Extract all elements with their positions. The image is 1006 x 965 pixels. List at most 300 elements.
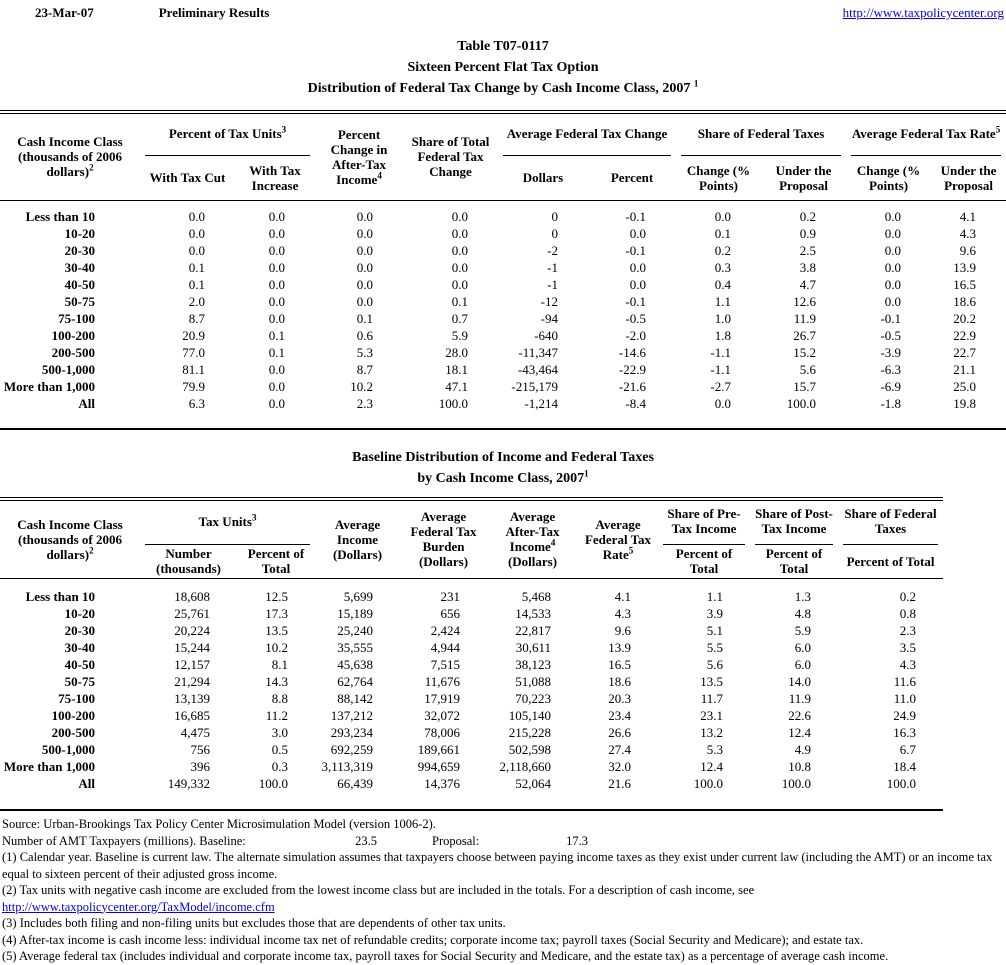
column-header-cash-income-class: Cash Income Class (thousands of 2006 dollars)$^2$ <box>0 112 140 200</box>
cell-value: 70,223 <box>515 691 552 706</box>
table-subtitle: Distribution of Federal Tax Change by Cash Income Class, 2007 $^1$ <box>307 78 699 96</box>
cell-value: 0.0 <box>451 208 469 224</box>
column-header-average-income: Average Income (Dollars) <box>315 499 400 579</box>
table-row <box>0 242 1006 259</box>
cell-value: 0.3 <box>271 759 289 774</box>
cell-value: 0.0 <box>714 208 732 224</box>
cell-value: 215,228 <box>508 725 552 740</box>
cell-value: 0.0 <box>356 225 374 241</box>
cell-value: 11.7 <box>700 691 724 706</box>
cell-value: 0.0 <box>884 242 902 258</box>
cell-value: -2 <box>547 242 559 258</box>
row-label: More than 1,000 <box>3 378 95 394</box>
cell-value: 0.0 <box>268 378 286 394</box>
cell-value: 25,761 <box>174 606 210 621</box>
cell-value: 293,234 <box>330 725 374 740</box>
cell-value: 0.1 <box>714 225 732 241</box>
cell-value: 0.6 <box>356 327 374 343</box>
cell-value: -94 <box>540 310 559 326</box>
cell-value: 5.1 <box>706 623 724 638</box>
cell-value: -0.5 <box>625 310 647 326</box>
cell-value: 100.0 <box>781 776 812 791</box>
table-row <box>0 344 1006 361</box>
cell-value: 0.1 <box>451 293 469 309</box>
footnote-3: (3) Includes both filing and non-filing units but excludes those that are dependents of other tax units. <box>2 916 506 930</box>
cell-value: 105,140 <box>508 708 552 723</box>
cell-value: 5.9 <box>451 327 469 343</box>
cell-value: 15,189 <box>337 606 374 621</box>
cell-value: 77.0 <box>182 344 205 360</box>
column-header-under-the-proposal: Under the Proposal <box>931 156 1006 200</box>
cell-value: 100.0 <box>886 776 917 791</box>
column-header-with-tax-cut: With Tax Cut <box>140 156 235 200</box>
cell-value: 0.0 <box>884 293 902 309</box>
row-label: 50-75 <box>64 674 95 689</box>
table-row <box>0 276 1006 293</box>
cell-value: 20.9 <box>182 327 205 343</box>
cell-value: 2,118,660 <box>499 759 552 774</box>
column-header-cash-income-class: Cash Income Class (thousands of 2006 dollars)$^2$ <box>0 499 140 579</box>
table-row <box>0 579 943 606</box>
cell-value: 17.3 <box>265 606 289 621</box>
cell-value: -8.4 <box>625 395 647 411</box>
group-header-share-of-federal-taxes: Share of Federal Taxes <box>838 499 943 545</box>
cell-value: 15.7 <box>793 378 817 394</box>
cell-value: 2.3 <box>356 395 374 411</box>
cell-value: 0.0 <box>451 276 469 292</box>
baseline-distribution-table <box>0 497 943 812</box>
cell-value: 0.0 <box>356 208 374 224</box>
cell-value: 0.7 <box>451 310 469 326</box>
cell-value: 6.7 <box>899 742 917 757</box>
table-row <box>0 724 943 741</box>
cell-value: 18.6 <box>953 293 977 309</box>
cell-value: 1.1 <box>706 589 724 604</box>
cell-value: 22.7 <box>953 344 977 360</box>
cell-value: 88,142 <box>337 691 374 706</box>
column-header-percent-change-after-tax-income: Percent Change in After-Tax Income$^4$ <box>315 112 403 200</box>
cell-value: 0.0 <box>884 225 902 241</box>
cell-value: 0.9 <box>799 225 817 241</box>
column-header-with-tax-increase: With Tax Increase <box>235 156 315 200</box>
cell-value: 137,212 <box>330 708 374 723</box>
table-row <box>0 741 943 758</box>
cell-value: -640 <box>534 327 559 343</box>
cell-value: 2.5 <box>799 242 817 258</box>
column-header-percent: Percent <box>588 156 676 200</box>
table-row <box>0 707 943 724</box>
cell-value: 11,676 <box>424 674 461 689</box>
row-label: 200-500 <box>51 725 95 740</box>
cell-value: 994,659 <box>417 759 461 774</box>
cell-value: 21.1 <box>953 361 977 377</box>
cell-value: 2.3 <box>899 623 917 638</box>
cell-value: 0.0 <box>268 395 286 411</box>
cell-value: 11.0 <box>893 691 917 706</box>
cell-value: 0.0 <box>268 259 286 275</box>
table-row <box>0 673 943 690</box>
cell-value: 32,072 <box>424 708 461 723</box>
table-row <box>0 361 1006 378</box>
row-label: 50-75 <box>64 293 95 309</box>
cell-value: 12.4 <box>700 759 724 774</box>
column-header-percent-of-total: Percent of Total <box>838 545 943 579</box>
cell-value: 6.0 <box>794 640 812 655</box>
cell-value: 692,259 <box>330 742 374 757</box>
cell-value: -215,179 <box>511 378 559 394</box>
cell-value: 100.0 <box>786 395 817 411</box>
cell-value: 10.2 <box>265 640 289 655</box>
cell-value: 396 <box>190 759 210 774</box>
row-label: 20-30 <box>64 242 95 258</box>
cell-value: 10.8 <box>788 759 812 774</box>
cell-value: 0.0 <box>188 208 205 224</box>
cell-value: -0.1 <box>880 310 902 326</box>
cell-value: 5.3 <box>356 344 374 360</box>
cell-value: 5.9 <box>794 623 812 638</box>
cell-value: 0.0 <box>629 225 647 241</box>
cell-value: 13.5 <box>700 674 724 689</box>
cell-value: 3,113,319 <box>321 759 374 774</box>
cell-value: 21,294 <box>174 674 210 689</box>
row-label: 100-200 <box>51 708 95 723</box>
cell-value: 66,439 <box>337 776 374 791</box>
cell-value: 0.0 <box>356 293 374 309</box>
footnotes-section <box>0 816 1006 965</box>
cell-value: 14.3 <box>265 674 289 689</box>
cell-value: 0.0 <box>884 276 902 292</box>
cell-value: 14,533 <box>515 606 552 621</box>
cell-value: 8.7 <box>188 310 205 326</box>
cell-value: 19.8 <box>953 395 977 411</box>
cell-value: -1.8 <box>880 395 902 411</box>
cell-value: 12,157 <box>174 657 210 672</box>
cell-value: 0.0 <box>356 259 374 275</box>
group-header-average-federal-tax-change: Average Federal Tax Change <box>498 112 676 156</box>
cell-value: 4.1 <box>959 208 977 224</box>
cell-value: 0.0 <box>884 208 902 224</box>
table-row <box>0 293 1006 310</box>
cell-value: -1.1 <box>710 361 732 377</box>
cell-value: 0.1 <box>268 344 286 360</box>
cell-value: 13.9 <box>953 259 977 275</box>
row-label: More than 1,000 <box>3 759 95 774</box>
cell-value: 0.0 <box>629 276 647 292</box>
cell-value: 0.0 <box>188 225 205 241</box>
cell-value: -14.6 <box>618 344 647 360</box>
cell-value: 5.6 <box>706 657 724 672</box>
cell-value: 2,424 <box>430 623 461 638</box>
column-header-number-thousands: Number (thousands) <box>140 545 237 579</box>
cell-value: 20.2 <box>953 310 977 326</box>
cell-value: 0.0 <box>884 259 902 275</box>
row-label: 500-1,000 <box>41 742 95 757</box>
footnote-ref-1: 1 <box>693 78 699 89</box>
cell-value: 81.1 <box>182 361 205 377</box>
cell-value: 149,332 <box>167 776 210 791</box>
cell-value: 13.9 <box>608 640 632 655</box>
footnote-ref-1: 1 <box>584 467 589 478</box>
cell-value: -1 <box>547 259 559 275</box>
cell-value: 0.0 <box>451 259 469 275</box>
cell-value: 27.4 <box>608 742 632 757</box>
row-label: 40-50 <box>64 276 95 292</box>
table-row <box>0 690 943 707</box>
cell-value: 4.9 <box>794 742 812 757</box>
cell-value: 6.3 <box>188 395 205 411</box>
taxpolicycenter-link[interactable]: http://www.taxpolicycenter.org <box>842 5 1004 20</box>
group-header-average-federal-tax-rate: Average Federal Tax Rate$^5$ <box>846 112 1006 156</box>
cell-value: 4,944 <box>430 640 461 655</box>
cell-value: 18.1 <box>445 361 469 377</box>
cell-value: 0 <box>551 225 559 241</box>
cell-value: 0.0 <box>268 225 286 241</box>
cell-value: 3.0 <box>271 725 289 740</box>
row-label: 75-100 <box>58 691 95 706</box>
footnote-5: (5) Average federal tax (includes individual and corporate income tax, payroll taxes for Social Security and Medicare, and the estate tax) as a percentage of average cash income. <box>2 949 889 963</box>
cell-value: -3.9 <box>880 344 902 360</box>
row-label: All <box>78 395 95 411</box>
cell-value: 11.9 <box>793 310 817 326</box>
row-label: 40-50 <box>64 657 95 672</box>
cell-value: 231 <box>440 589 461 604</box>
cell-value: 0.0 <box>268 310 286 326</box>
cell-value: -2.0 <box>625 327 647 343</box>
cell-value: 11.6 <box>893 674 917 689</box>
row-label: Less than 10 <box>25 208 95 224</box>
cell-value: 38,123 <box>515 657 552 672</box>
cell-value: 78,006 <box>424 725 461 740</box>
table-row <box>0 225 1006 242</box>
cell-value: 1.8 <box>714 327 732 343</box>
cell-value: 0.0 <box>451 225 469 241</box>
table-row <box>0 395 1006 429</box>
cell-value: 47.1 <box>445 378 469 394</box>
cell-value: 0.0 <box>268 208 286 224</box>
status-label: Preliminary Results <box>158 5 270 20</box>
row-label: All <box>78 776 95 791</box>
cell-value: 23.1 <box>700 708 724 723</box>
cell-value: 3.8 <box>799 259 817 275</box>
cell-value: -12 <box>540 293 559 309</box>
table-row <box>0 758 943 775</box>
cell-value: 2.0 <box>188 293 205 309</box>
cell-value: 0.0 <box>268 361 286 377</box>
cell-value: 25.0 <box>953 378 977 394</box>
row-label: 200-500 <box>51 344 95 360</box>
cell-value: 4.1 <box>614 589 632 604</box>
cell-value: 45,638 <box>337 657 374 672</box>
cell-value: 1.3 <box>794 589 812 604</box>
cell-value: -43,464 <box>517 361 559 377</box>
cell-value: 35,555 <box>337 640 374 655</box>
cell-value: 20.3 <box>608 691 632 706</box>
cell-value: 5.3 <box>706 742 724 757</box>
cell-value: 0.2 <box>714 242 732 258</box>
amt-proposal-value: 17.3 <box>566 833 588 848</box>
cell-value: 4.3 <box>899 657 917 672</box>
cell-value: 0.0 <box>268 276 286 292</box>
cell-value: 4.7 <box>799 276 817 292</box>
column-header-share-of-total-federal-tax-change: Share of Total Federal Tax Change <box>403 112 498 200</box>
table-row <box>0 310 1006 327</box>
cell-value: 62,764 <box>337 674 374 689</box>
amt-taxpayers-row <box>2 833 1006 850</box>
group-header-tax-units: Tax Units$^3$ <box>140 499 315 545</box>
column-header-percent-of-total: Percent of Total <box>658 545 750 579</box>
column-header-percent-of-total: Percent of Total <box>237 545 315 579</box>
cell-value: 5.6 <box>799 361 817 377</box>
cell-value: 23.4 <box>608 708 632 723</box>
cell-value: 28.0 <box>445 344 469 360</box>
cell-value: 0.1 <box>356 310 374 326</box>
row-label: 500-1,000 <box>41 361 95 377</box>
cell-value: 12.6 <box>793 293 817 309</box>
table-option-title: Sixteen Percent Flat Tax Option <box>407 60 599 75</box>
cell-value: 0.2 <box>799 208 817 224</box>
column-header-percent-of-total: Percent of Total <box>750 545 838 579</box>
cell-value: 16.5 <box>608 657 632 672</box>
cell-value: 18.6 <box>608 674 632 689</box>
cell-value: 1.0 <box>714 310 732 326</box>
cell-value: 0 <box>551 208 559 224</box>
row-label: 10-20 <box>64 225 95 241</box>
cell-value: 24.9 <box>893 708 917 723</box>
cell-value: 25,240 <box>337 623 374 638</box>
cell-value: 16,685 <box>174 708 210 723</box>
tax-change-table <box>0 110 1006 430</box>
cell-value: 22.9 <box>953 327 977 343</box>
cell-value: 0.0 <box>356 242 374 258</box>
cell-value: 16.3 <box>893 725 917 740</box>
table-row <box>0 200 1006 225</box>
tax-change-table-body <box>0 200 1006 429</box>
cell-value: 21.6 <box>608 776 632 791</box>
cell-value: 15.2 <box>793 344 817 360</box>
report-title-block <box>0 36 1006 99</box>
income-definition-link[interactable]: http://www.taxpolicycenter.org/TaxModel/income.cfm <box>2 899 275 914</box>
cell-value: -0.5 <box>880 327 902 343</box>
cell-value: 9.6 <box>959 242 977 258</box>
cell-value: 5.5 <box>706 640 724 655</box>
cell-value: 7,515 <box>430 657 461 672</box>
cell-value: 16.5 <box>953 276 977 292</box>
row-label: 100-200 <box>51 327 95 343</box>
row-label: 75-100 <box>58 310 95 326</box>
amt-baseline-value: 23.5 <box>355 833 377 848</box>
cell-value: 12.5 <box>265 589 289 604</box>
footnote-1: (1) Calendar year. Baseline is current law. The alternate simulation assumes that taxpayers choose between paying income taxes as they exist under current law (including the AMT) or an income tax equal to sixteen percent of their adjusted gross income. <box>2 850 993 881</box>
cell-value: 8.7 <box>356 361 374 377</box>
group-header-share-of-pre-tax-income: Share of Pre-Tax Income <box>658 499 750 545</box>
cell-value: -0.1 <box>625 293 647 309</box>
date-label: 23-Mar-07 <box>35 5 94 20</box>
cell-value: 0.2 <box>899 589 917 604</box>
cell-value: 0.1 <box>188 276 205 292</box>
cell-value: -21.6 <box>618 378 647 394</box>
row-label: 20-30 <box>64 623 95 638</box>
column-header-average-after-tax-income: Average After-Tax Income$^4$ (Dollars) <box>487 499 578 579</box>
column-header-average-federal-tax-rate: Average Federal Tax Rate$^5$ <box>578 499 658 579</box>
cell-value: 20,224 <box>174 623 210 638</box>
cell-value: 0.1 <box>268 327 286 343</box>
row-label: 10-20 <box>64 606 95 621</box>
baseline-table-title: Baseline Distribution of Income and Federal Taxes by Cash Income Class, 2007$^1$ <box>352 449 654 486</box>
cell-value: 189,661 <box>417 742 461 757</box>
cell-value: 12.4 <box>788 725 812 740</box>
cell-value: 26.7 <box>793 327 817 343</box>
amt-proposal-label: Proposal: <box>432 833 480 848</box>
cell-value: 6.0 <box>794 657 812 672</box>
baseline-table-body <box>0 579 943 811</box>
cell-value: 10.2 <box>350 378 374 394</box>
column-header-average-federal-tax-burden: Average Federal Tax Burden (Dollars) <box>400 499 487 579</box>
cell-value: 4,475 <box>180 725 210 740</box>
cell-value: 22,817 <box>515 623 552 638</box>
cell-value: 0.8 <box>899 606 917 621</box>
cell-value: 0.0 <box>188 242 205 258</box>
cell-value: -0.1 <box>625 242 647 258</box>
cell-value: 0.0 <box>714 395 732 411</box>
cell-value: 13.5 <box>265 623 289 638</box>
row-label: Less than 10 <box>25 589 95 604</box>
cell-value: -2.7 <box>710 378 732 394</box>
table-row <box>0 639 943 656</box>
cell-value: 22.6 <box>788 708 812 723</box>
table-number-title: Table T07-0117 <box>457 39 549 54</box>
cell-value: 13.2 <box>700 725 724 740</box>
row-label: 30-40 <box>64 259 95 275</box>
table-row <box>0 656 943 673</box>
cell-value: 100.0 <box>693 776 724 791</box>
cell-value: 13,139 <box>174 691 210 706</box>
cell-value: 0.0 <box>629 259 647 275</box>
cell-value: -0.1 <box>625 208 647 224</box>
table-row <box>0 605 943 622</box>
cell-value: 0.0 <box>268 242 286 258</box>
cell-value: 18.4 <box>893 759 917 774</box>
cell-value: 100.0 <box>438 395 469 411</box>
table-row <box>0 327 1006 344</box>
cell-value: 9.6 <box>614 623 632 638</box>
column-header-under-the-proposal: Under the Proposal <box>761 156 846 200</box>
cell-value: 502,598 <box>508 742 552 757</box>
cell-value: -1,214 <box>524 395 559 411</box>
cell-value: 0.0 <box>451 242 469 258</box>
group-header-share-of-post-tax-income: Share of Post-Tax Income <box>750 499 838 545</box>
cell-value: -1.1 <box>710 344 732 360</box>
cell-value: 79.9 <box>182 378 205 394</box>
cell-value: 11.9 <box>788 691 812 706</box>
table-row <box>0 259 1006 276</box>
cell-value: 11.2 <box>265 708 289 723</box>
cell-value: 0.0 <box>356 276 374 292</box>
cell-value: -6.3 <box>880 361 902 377</box>
footnote-4: (4) After-tax income is cash income less: individual income tax net of refundable credits; corporate income tax; payroll taxes (Social Security and Medicare); and estate tax. <box>2 932 864 947</box>
cell-value: -11,347 <box>518 344 559 360</box>
cell-value: 4.3 <box>614 606 632 621</box>
cell-value: 15,244 <box>174 640 210 655</box>
cell-value: 26.6 <box>608 725 632 740</box>
source-note: Source: Urban-Brookings Tax Policy Center Microsimulation Model (version 1006-2). <box>2 817 436 831</box>
cell-value: 14,376 <box>424 776 461 791</box>
cell-value: -6.9 <box>880 378 902 394</box>
cell-value: 0.5 <box>271 742 289 757</box>
cell-value: 8.1 <box>271 657 289 672</box>
cell-value: 756 <box>190 742 210 757</box>
cell-value: 0.3 <box>714 259 732 275</box>
cell-value: 4.3 <box>959 225 977 241</box>
